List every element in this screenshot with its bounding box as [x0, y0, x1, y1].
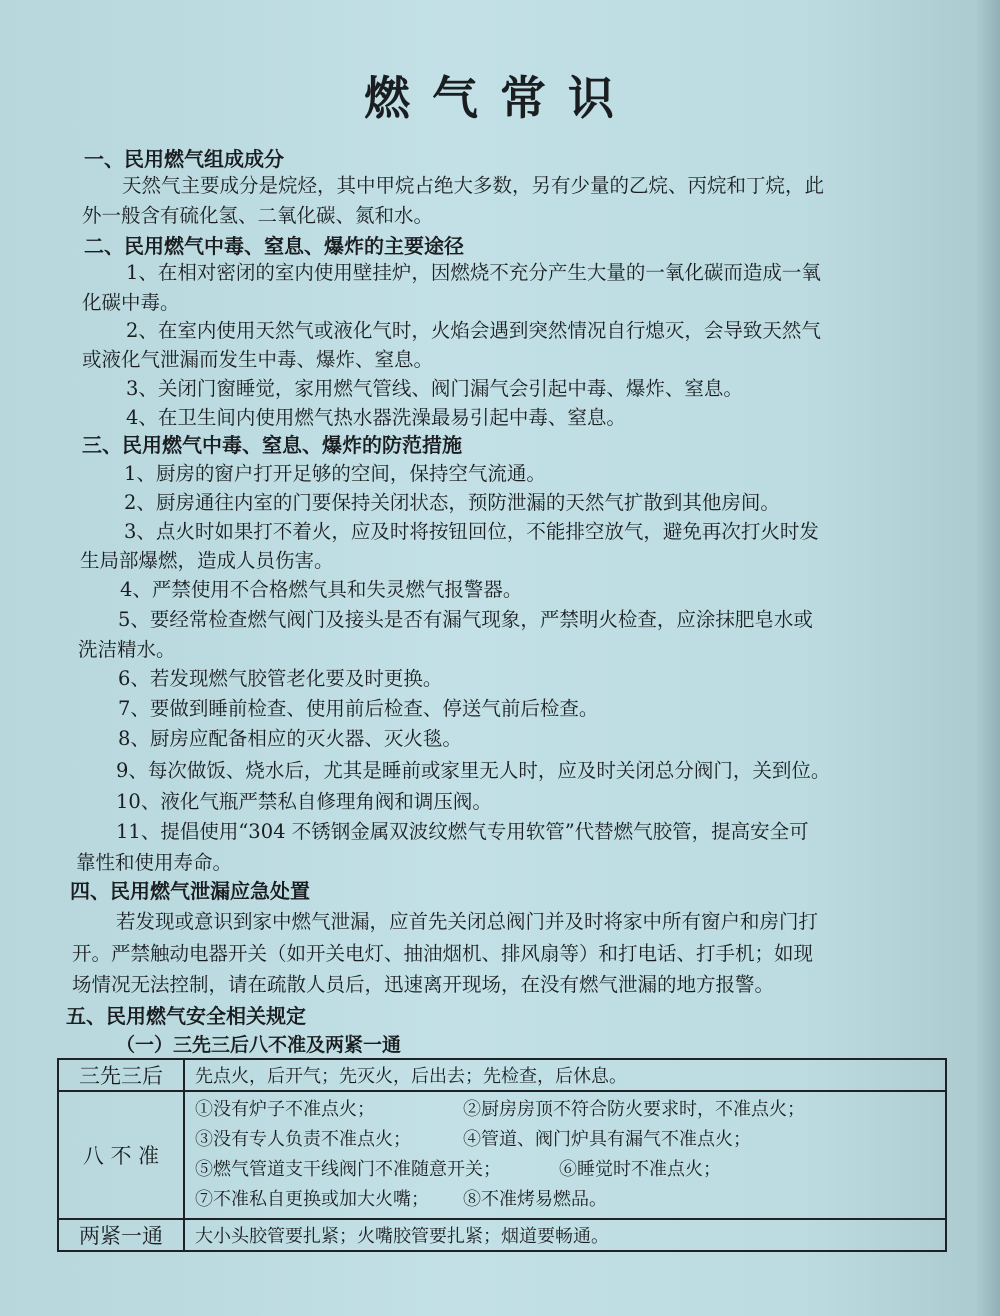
paragraph-line: 开。严禁触动电器开关（如开关电灯、抽油烟机、排风扇等）和打电话、打手机；如现: [72, 942, 814, 965]
paragraph-line: 3、点火时如果打不着火，应及时将按钮回位，不能排空放气，避免再次打火时发: [124, 520, 819, 543]
paragraph-line: 1、在相对密闭的室内使用壁挂炉，因燃烧不充分产生大量的一氧化碳而造成一氧: [126, 261, 821, 284]
paragraph-line: 若发现或意识到家中燃气泄漏，应首先关闭总阀门并及时将家中所有窗户和房门打: [116, 910, 819, 933]
paragraph-line: 11、提倡使用“304 不锈钢金属双波纹燃气专用软管”代替燃气胶管，提高安全可: [116, 820, 809, 843]
rule-item: ④管道、阀门炉具有漏气不准点火；: [463, 1129, 751, 1150]
row-label: 两紧一通: [58, 1219, 184, 1251]
paragraph-line: 洗洁精水。: [78, 638, 176, 661]
paragraph-line: 1、厨房的窗户打开足够的空间，保持空气流通。: [124, 462, 546, 485]
table-row: [58, 1059, 946, 1091]
paragraph-line: 8、厨房应配备相应的灭火器、灭火毯。: [118, 727, 462, 750]
paragraph-line: 生局部爆燃，造成人员伤害。: [80, 549, 334, 572]
rule-item: ⑤燃气管道支干线阀门不准随意开关；: [195, 1159, 501, 1180]
page-title: 燃气常识: [364, 71, 636, 125]
rule-item: ⑥睡觉时不准点火；: [559, 1159, 721, 1180]
section-heading: 二、民用燃气中毒、窒息、爆炸的主要途径: [84, 234, 464, 258]
table-row: [58, 1091, 946, 1219]
row-text: 先点火，后开气；先灭火，后出去；先检查，后休息。: [184, 1059, 946, 1091]
paragraph-line: 外一般含有硫化氢、二氧化碳、氮和水。: [82, 204, 434, 227]
row-text: 大小头胶管要扎紧；火嘴胶管要扎紧；烟道要畅通。: [184, 1219, 946, 1251]
paragraph-line: 10、液化气瓶严禁私自修理角阀和调压阀。: [116, 790, 492, 813]
paragraph-line: 3、关闭门窗睡觉，家用燃气管线、阀门漏气会引起中毒、爆炸、窒息。: [126, 377, 743, 400]
paragraph-line: 4、在卫生间内使用燃气热水器洗澡最易引起中毒、窒息。: [126, 406, 626, 429]
rule-list: [184, 1091, 946, 1219]
paragraph-line: 9、每次做饭、烧水后，尤其是睡前或家里无人时，应及时关闭总分阀门，关到位。: [116, 759, 831, 782]
paragraph-line: 6、若发现燃气胶管老化要及时更换。: [118, 667, 443, 690]
paragraph-line: 化碳中毒。: [82, 291, 180, 314]
table-row: [58, 1219, 946, 1251]
paragraph-line: 2、在室内使用天然气或液化气时，火焰会遇到突然情况自行熄灭，会导致天然气: [126, 319, 821, 342]
paragraph-line: 4、严禁使用不合格燃气具和失灵燃气报警器。: [120, 578, 523, 601]
row-label: 八 不 准: [58, 1091, 184, 1219]
paragraph-line: 5、要经常检查燃气阀门及接头是否有漏气现象，严禁明火检查，应涂抹肥皂水或: [118, 608, 813, 631]
paragraph-line: 场情况无法控制，请在疏散人员后，迅速离开现场，在没有燃气泄漏的地方报警。: [72, 973, 775, 996]
section-heading: 四、民用燃气泄漏应急处置: [70, 879, 310, 903]
section-heading: 三、民用燃气中毒、窒息、爆炸的防范措施: [82, 433, 462, 457]
rule-item: ①没有炉子不准点火；: [195, 1099, 375, 1120]
paragraph-line: 天然气主要成分是烷烃，其中甲烷占绝大多数，另有少量的乙烷、丙烷和丁烷，此: [122, 174, 825, 197]
paragraph-line: 2、厨房通往内室的门要保持关闭状态，预防泄漏的天然气扩散到其他房间。: [124, 491, 780, 514]
rule-item: ⑧不准烤易燃品。: [463, 1189, 607, 1210]
rule-item: ③没有专人负责不准点火；: [195, 1129, 411, 1150]
section-heading: 一、民用燃气组成成分: [84, 147, 284, 171]
section-heading: 五、民用燃气安全相关规定: [66, 1004, 306, 1028]
paragraph-line: 或液化气泄漏而发生中毒、爆炸、窒息。: [82, 348, 434, 371]
page-shadow: [976, 0, 1000, 1316]
rule-item: ⑦不准私自更换或加大火嘴；: [195, 1189, 429, 1210]
paragraph-line: 靠性和使用寿命。: [76, 851, 233, 874]
rule-item: ②厨房房顶不符合防火要求时，不准点火；: [463, 1099, 805, 1120]
safety-rules-table: [57, 1058, 947, 1252]
row-label: 三先三后: [58, 1059, 184, 1091]
paragraph-line: 7、要做到睡前检查、使用前后检查、停送气前后检查。: [118, 697, 599, 720]
table-caption: （一）三先三后八不准及两紧一通: [116, 1034, 402, 1056]
